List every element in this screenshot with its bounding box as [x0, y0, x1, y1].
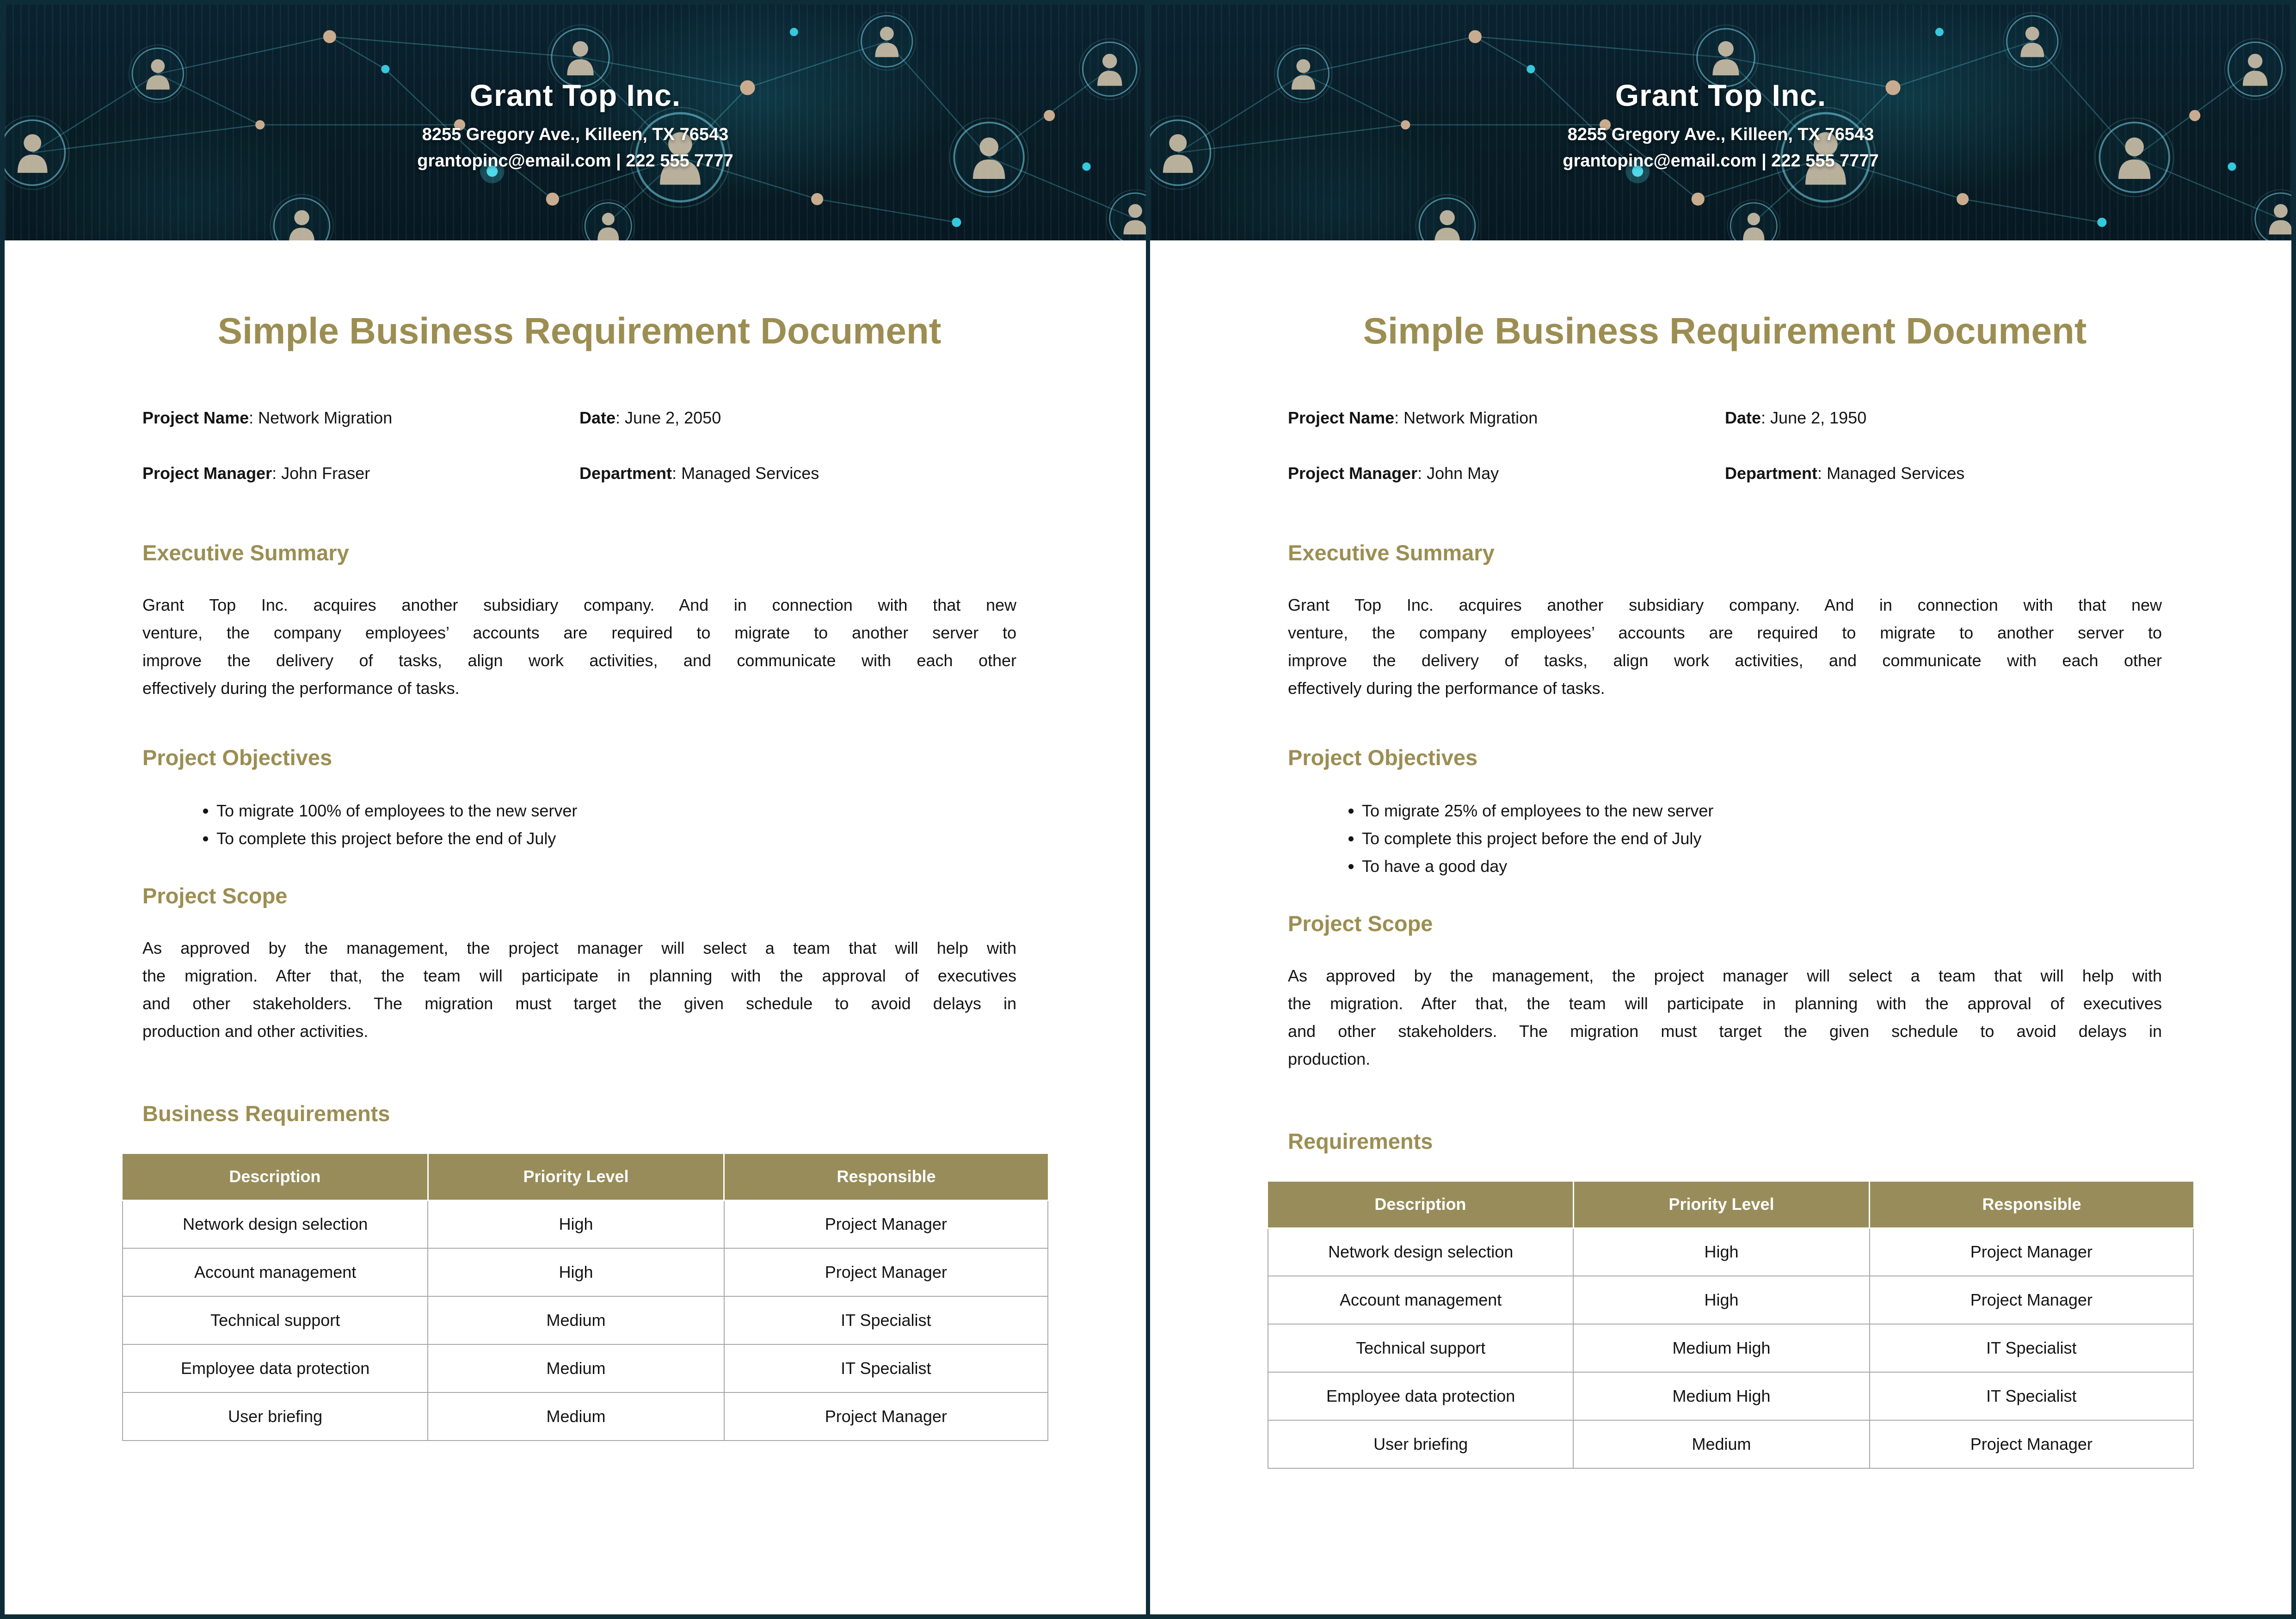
paragraph-line: Grant Top Inc. acquires another subsidiary company. And in connection with that new: [142, 595, 1016, 614]
table-row: [123, 1200, 1048, 1248]
project-objectives-heading: Project Objectives: [1288, 745, 1478, 770]
project-name-value: Network Migration: [1403, 408, 1538, 427]
paragraph-line: effectively during the performance of tasks.: [142, 679, 460, 698]
company-header-banner: [1150, 5, 2291, 240]
table-row: [1268, 1420, 2193, 1468]
paragraph-line: improve the delivery of tasks, align work activities, and communicate with each other: [142, 651, 1016, 670]
paragraph-line: improve the delivery of tasks, align work activities, and communicate with each other: [1288, 651, 2162, 670]
executive-summary-paragraph: [142, 591, 1016, 702]
paragraph-line: the migration. After that, the team will participate in planning with the approval of executives: [142, 966, 1016, 985]
project-name-label: Project Name: [142, 408, 249, 427]
date-label: Date: [1725, 408, 1761, 427]
col-header-description: Description: [1268, 1182, 1573, 1228]
date-field: Date: June 2, 1950: [1725, 408, 1867, 427]
project-objectives-heading: Project Objectives: [142, 745, 332, 770]
cell-priority: Medium: [428, 1296, 724, 1344]
date-value: June 2, 1950: [1770, 408, 1867, 427]
cell-description: Technical support: [123, 1296, 428, 1344]
cell-responsible: Project Manager: [724, 1248, 1048, 1296]
cell-priority: High: [428, 1248, 724, 1296]
department-value: Managed Services: [681, 464, 819, 483]
cell-priority: Medium: [428, 1392, 724, 1441]
paragraph-line: the migration. After that, the team will participate in planning with the approval of executives: [1288, 994, 2162, 1013]
cell-responsible: IT Specialist: [724, 1344, 1048, 1392]
cell-priority: High: [1573, 1276, 1869, 1324]
col-header-responsible: Responsible: [724, 1154, 1048, 1200]
paragraph-line: venture, the company employees’ accounts are required to migrate to another server to: [142, 623, 1016, 642]
requirements-table: [122, 1154, 1048, 1441]
requirements-heading: Business Requirements: [142, 1101, 390, 1126]
paragraph-line: production.: [1288, 1049, 1371, 1068]
cell-description: Employee data protection: [1268, 1372, 1573, 1420]
cell-responsible: Project Manager: [724, 1200, 1048, 1248]
objectives-list: [142, 797, 1016, 852]
page-right: [1150, 5, 2291, 1614]
project-scope-heading: Project Scope: [142, 883, 288, 908]
paragraph-line: As approved by the management, the project manager will select a team that will help with: [1288, 966, 2162, 985]
project-scope-paragraph: [1288, 962, 2162, 1073]
project-name-value: Network Migration: [258, 408, 393, 427]
page-left: [5, 5, 1146, 1614]
paragraph-line: venture, the company employees’ accounts are required to migrate to another server to: [1288, 623, 2162, 642]
company-contact: grantopinc@email.com | 222 555 7777: [417, 151, 733, 171]
banner-text-block: [5, 5, 1146, 240]
company-address: 8255 Gregory Ave., Killeen, TX 76543: [1567, 125, 1874, 144]
department-field: Department: Managed Services: [579, 464, 819, 483]
cell-responsible: Project Manager: [724, 1392, 1048, 1441]
company-header-banner: [5, 5, 1146, 240]
cell-responsible: IT Specialist: [1870, 1372, 2193, 1420]
project-name-field: Project Name: Network Migration: [1288, 408, 1538, 427]
cell-responsible: Project Manager: [1870, 1276, 2193, 1324]
cell-description: User briefing: [123, 1392, 428, 1441]
paragraph-line: and other stakeholders. The migration must target the given schedule to avoid delays in: [1288, 1022, 2162, 1041]
executive-summary-heading: Executive Summary: [142, 540, 349, 565]
cell-priority: High: [428, 1200, 724, 1248]
col-header-description: Description: [123, 1154, 428, 1200]
cell-priority: Medium: [428, 1344, 724, 1392]
cell-description: Network design selection: [1268, 1228, 1573, 1276]
department-value: Managed Services: [1827, 464, 1965, 483]
paragraph-line: As approved by the management, the project manager will select a team that will help with: [142, 938, 1016, 957]
date-label: Date: [579, 408, 616, 427]
date-value: June 2, 2050: [625, 408, 721, 427]
col-header-responsible: Responsible: [1870, 1182, 2193, 1228]
table-row: [123, 1296, 1048, 1344]
cell-responsible: Project Manager: [1870, 1228, 2193, 1276]
cell-priority: High: [1573, 1228, 1869, 1276]
cell-responsible: IT Specialist: [724, 1296, 1048, 1344]
project-manager-value: John May: [1427, 464, 1499, 483]
table-row: [1268, 1372, 2193, 1420]
department-label: Department: [1725, 464, 1818, 483]
cell-responsible: Project Manager: [1870, 1420, 2193, 1468]
table-row: [123, 1248, 1048, 1296]
department-field: Department: Managed Services: [1725, 464, 1965, 483]
project-manager-label: Project Manager: [142, 464, 272, 483]
project-manager-field: Project Manager: John Fraser: [142, 464, 370, 483]
table-header-row: [1268, 1182, 2193, 1228]
document-content: [1150, 240, 2291, 1469]
project-name-field: Project Name: Network Migration: [142, 408, 393, 427]
table-row: [1268, 1228, 2193, 1276]
date-field: Date: June 2, 2050: [579, 408, 721, 427]
company-address: 8255 Gregory Ave., Killeen, TX 76543: [422, 125, 729, 144]
table-header-row: [123, 1154, 1048, 1200]
table-row: [123, 1392, 1048, 1441]
cell-priority: Medium High: [1573, 1324, 1869, 1372]
table-row: [1268, 1324, 2193, 1372]
cell-description: Account management: [123, 1248, 428, 1296]
document-title: Simple Business Requirement Document: [1363, 310, 2087, 351]
requirements-table: [1268, 1182, 2194, 1469]
cell-description: Employee data protection: [123, 1344, 428, 1392]
cell-description: Account management: [1268, 1276, 1573, 1324]
project-scope-paragraph: [142, 934, 1016, 1045]
col-header-priority: Priority Level: [1573, 1182, 1869, 1228]
company-name: Grant Top Inc.: [469, 78, 681, 112]
department-label: Department: [579, 464, 672, 483]
paragraph-line: effectively during the performance of tasks.: [1288, 679, 1605, 698]
objective-item: • To migrate 25% of employees to the new server: [1362, 797, 2162, 825]
cell-description: Network design selection: [123, 1200, 428, 1248]
paragraph-line: production and other activities.: [142, 1022, 369, 1041]
requirements-heading: Requirements: [1288, 1129, 1433, 1153]
banner-text-block: [1150, 5, 2291, 240]
project-meta: [142, 408, 1016, 484]
col-header-priority: Priority Level: [428, 1154, 724, 1200]
paragraph-line: Grant Top Inc. acquires another subsidiary company. And in connection with that new: [1288, 595, 2162, 614]
document-title: Simple Business Requirement Document: [217, 310, 942, 351]
objective-item: • To have a good day: [1362, 852, 2162, 880]
table-row: [123, 1344, 1048, 1392]
cell-priority: Medium High: [1573, 1372, 1869, 1420]
executive-summary-heading: Executive Summary: [1288, 540, 1495, 565]
company-name: Grant Top Inc.: [1615, 78, 1827, 112]
paragraph-line: and other stakeholders. The migration must target the given schedule to avoid delays in: [142, 994, 1016, 1013]
company-contact: grantopinc@email.com | 222 555 7777: [1563, 151, 1879, 171]
project-meta: [1288, 408, 2162, 484]
cell-description: User briefing: [1268, 1420, 1573, 1468]
cell-responsible: IT Specialist: [1870, 1324, 2193, 1372]
document-content: [5, 240, 1146, 1441]
project-manager-label: Project Manager: [1288, 464, 1418, 483]
objective-item: • To complete this project before the end of July: [1362, 825, 2162, 852]
cell-description: Technical support: [1268, 1324, 1573, 1372]
project-manager-field: Project Manager: John May: [1288, 464, 1499, 483]
project-manager-value: John Fraser: [281, 464, 370, 483]
table-row: [1268, 1276, 2193, 1324]
project-name-label: Project Name: [1288, 408, 1395, 427]
cell-priority: Medium: [1573, 1420, 1869, 1468]
objective-item: • To migrate 100% of employees to the new server: [216, 797, 1016, 825]
project-scope-heading: Project Scope: [1288, 911, 1433, 936]
objective-item: • To complete this project before the end of July: [216, 825, 1016, 852]
executive-summary-paragraph: [1288, 591, 2162, 702]
objectives-list: [1288, 797, 2162, 880]
